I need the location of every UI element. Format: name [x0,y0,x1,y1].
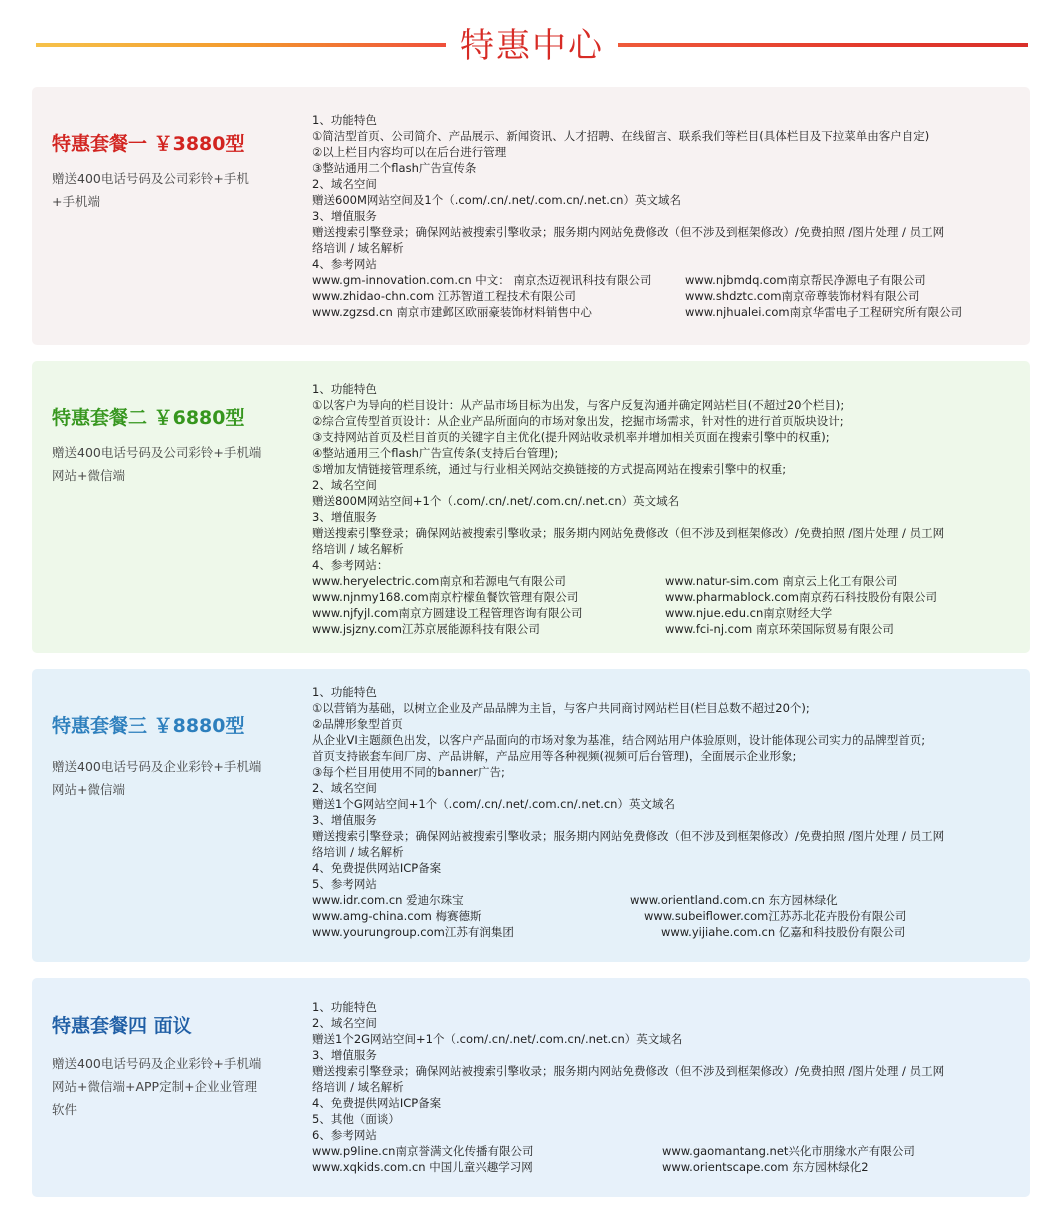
detail-line: 络培训 / 域名解析 [312,845,404,859]
detail-line: 络培训 / 域名解析 [312,241,404,255]
reference-link[interactable]: www.gaomantang.net兴化市朋缘水产有限公司 [662,1144,915,1158]
reference-link[interactable]: www.subeiflower.com江苏苏北花卉股份有限公司 [644,909,907,923]
detail-line: ④整站通用三个flash广告宣传条(支持后台管理); [312,446,559,460]
detail-line: 1、功能特色 [312,113,377,127]
package-details [312,112,1012,320]
detail-line: 2、域名空间 [312,478,377,492]
detail-line: ②品牌形象型首页 [312,717,403,731]
detail-line: 络培训 / 域名解析 [312,1080,404,1094]
reference-link[interactable]: www.njnmy168.com南京柠檬鱼餐饮管理有限公司 [312,590,579,604]
reference-row [312,621,1012,637]
reference-link[interactable]: www.idr.com.cn 爱迪尔珠宝 [312,893,464,907]
reference-link[interactable]: www.njbmdq.com南京帮民净源电子有限公司 [685,273,926,287]
package-title: 特惠套餐二 ￥6880型 [52,407,245,429]
reference-link[interactable]: www.yijiahe.com.cn 亿嘉和科技股份有限公司 [661,925,906,939]
detail-line: 1、功能特色 [312,1000,377,1014]
detail-line: 赠送搜索引擎登录；确保网站被搜索引擎收录；服务期内网站免费修改（但不涉及到框架修改）/免费拍照 /图片处理 / 员工网 [312,526,945,540]
package-subtitle: 赠送400电话号码及企业彩铃+手机端网站+微信端 [52,759,262,797]
detail-line: 络培训 / 域名解析 [312,542,404,556]
detail-line: 5、其他（面谈） [312,1112,400,1126]
detail-line: 6、参考网站 [312,1128,377,1142]
detail-line: 1、功能特色 [312,685,377,699]
reference-link[interactable]: www.xqkids.com.cn 中国儿童兴趣学习网 [312,1160,533,1174]
reference-link[interactable]: www.fci-nj.com 南京环荣国际贸易有限公司 [665,622,894,636]
detail-line: 3、增值服务 [312,813,377,827]
detail-line: ⑤增加友情链接管理系统，通过与行业相关网站交换链接的方式提高网站在搜索引擎中的权重; [312,462,787,476]
detail-line: 首页支持嵌套车间厂房、产品讲解，产品应用等各种视频(视频可后台管理)，全面展示企业形象; [312,749,797,763]
reference-link[interactable]: www.shdztc.com南京帝尊装饰材料有限公司 [685,289,920,303]
reference-link[interactable]: www.pharmablock.com南京药石科技股份有限公司 [665,590,937,604]
page-header [0,0,1058,88]
package-details [312,381,1012,637]
header-divider-right [618,43,1028,47]
reference-row [312,605,1012,621]
reference-row [312,272,1012,288]
reference-row [312,573,1012,589]
detail-line: 赠送800M网站空间+1个（.com/.cn/.net/.com.cn/.net.cn）英文域名 [312,494,680,508]
package-subtitle: 赠送400电话号码及企业彩铃+手机端网站+微信端+APP定制+企业业管理软件 [52,1056,262,1117]
reference-link[interactable]: www.orientland.com.cn 东方园林绿化 [630,893,838,907]
detail-line: ②以上栏目内容均可以在后台进行管理 [312,145,507,159]
detail-line: ①简洁型首页、公司简介、产品展示、新闻资讯、人才招聘、在线留言、联系我们等栏目(具体栏目及下拉菜单由客户自定) [312,129,930,143]
detail-line: ③支持网站首页及栏目首页的关键字自主优化(提升网站收录机率并增加相关页面在搜索引擎中的权重); [312,430,830,444]
package-title: 特惠套餐三 ￥8880型 [52,715,245,737]
detail-line: 赠送1个2G网站空间+1个（.com/.cn/.net/.com.cn/.net.cn）英文域名 [312,1032,683,1046]
reference-link[interactable]: www.yourungroup.com江苏有润集团 [312,925,514,939]
reference-row [312,1143,1012,1159]
detail-line: ②综合宣传型首页设计：从企业产品所面向的市场对象出发，挖掘市场需求，针对性的进行首页版块设计; [312,414,844,428]
detail-line: 赠送1个G网站空间+1个（.com/.cn/.net/.com.cn/.net.cn）英文域名 [312,797,675,811]
detail-line: 3、增值服务 [312,1048,377,1062]
detail-line: 3、增值服务 [312,510,377,524]
detail-line: 赠送600M网站空间及1个（.com/.cn/.net/.com.cn/.net.cn）英文域名 [312,193,681,207]
package-subtitle: 赠送400电话号码及公司彩铃+手机+手机端 [52,171,249,209]
package-details [312,684,1012,940]
reference-link[interactable]: www.njfyjl.com南京方圆建设工程管理咨询有限公司 [312,606,583,620]
package-card-4 [32,978,1030,1197]
reference-row [312,589,1012,605]
reference-row [312,288,1012,304]
detail-line: 2、域名空间 [312,781,377,795]
reference-row [312,304,1012,320]
detail-line: ③每个栏目用使用不同的banner广告; [312,765,505,779]
detail-line: 3、增值服务 [312,209,377,223]
detail-line: 2、域名空间 [312,1016,377,1030]
detail-line: ③整站通用二个flash广告宣传条 [312,161,477,175]
package-card-3 [32,669,1030,962]
detail-line: 赠送搜索引擎登录；确保网站被搜索引擎收录；服务期内网站免费修改（但不涉及到框架修改）/免费拍照 /图片处理 / 员工网 [312,225,945,239]
package-title: 特惠套餐一 ￥3880型 [52,133,245,155]
detail-line: 赠送搜索引擎登录；确保网站被搜索引擎收录；服务期内网站免费修改（但不涉及到框架修改）/免费拍照 /图片处理 / 员工网 [312,1064,945,1078]
package-title: 特惠套餐四 面议 [52,1015,192,1037]
reference-link[interactable]: www.njue.edu.cn南京财经大学 [665,606,833,620]
detail-line: ①以营销为基础，以树立企业及产品品牌为主旨，与客户共同商讨网站栏目(栏目总数不超过20个); [312,701,810,715]
package-details [312,999,1012,1175]
reference-link[interactable]: www.zhidao-chn.com 江苏智道工程技术有限公司 [312,289,576,303]
reference-link[interactable]: www.heryelectric.com南京和若源电气有限公司 [312,574,566,588]
header-divider-left [36,43,446,47]
reference-row [312,908,1012,924]
reference-link[interactable]: www.p9line.cn南京誉满文化传播有限公司 [312,1144,534,1158]
detail-line: 4、参考网站： [312,558,389,572]
reference-link[interactable]: www.gm-innovation.com.cn 中文： 南京杰迈视讯科技有限公司 [312,273,652,287]
detail-line: 1、功能特色 [312,382,377,396]
reference-link[interactable]: www.orientscape.com 东方园林绿化2 [662,1160,869,1174]
reference-link[interactable]: www.zgzsd.cn 南京市建邺区欧丽豪装饰材料销售中心 [312,305,592,319]
detail-line: 4、参考网站 [312,257,377,271]
detail-line: ①以客户为导向的栏目设计：从产品市场目标为出发，与客户反复沟通并确定网站栏目(不超过20个栏目); [312,398,845,412]
reference-link[interactable]: www.amg-china.com 梅赛德斯 [312,909,482,923]
page-title: 特惠中心 [460,26,604,66]
reference-row [312,1159,1012,1175]
reference-link[interactable]: www.natur-sim.com 南京云上化工有限公司 [665,574,898,588]
reference-link[interactable]: www.njhualei.com南京华雷电子工程研究所有限公司 [685,305,963,319]
package-subtitle: 赠送400电话号码及公司彩铃+手机端网站+微信端 [52,445,262,483]
detail-line: 从企业VI主题颜色出发，以客户产品面向的市场对象为基准，结合网站用户体验原则，设计能体现公司实力的品牌型首页; [312,733,926,747]
detail-line: 赠送搜索引擎登录；确保网站被搜索引擎收录；服务期内网站免费修改（但不涉及到框架修改）/免费拍照 /图片处理 / 员工网 [312,829,945,843]
detail-line: 5、参考网站 [312,877,377,891]
detail-line: 4、免费提供网站ICP备案 [312,1096,442,1110]
reference-link[interactable]: www.jsjzny.com江苏京展能源科技有限公司 [312,622,540,636]
detail-line: 4、免费提供网站ICP备案 [312,861,442,875]
package-card-1 [32,87,1030,345]
reference-row [312,892,1012,908]
detail-line: 2、域名空间 [312,177,377,191]
package-card-2 [32,361,1030,653]
reference-row [312,924,1012,940]
